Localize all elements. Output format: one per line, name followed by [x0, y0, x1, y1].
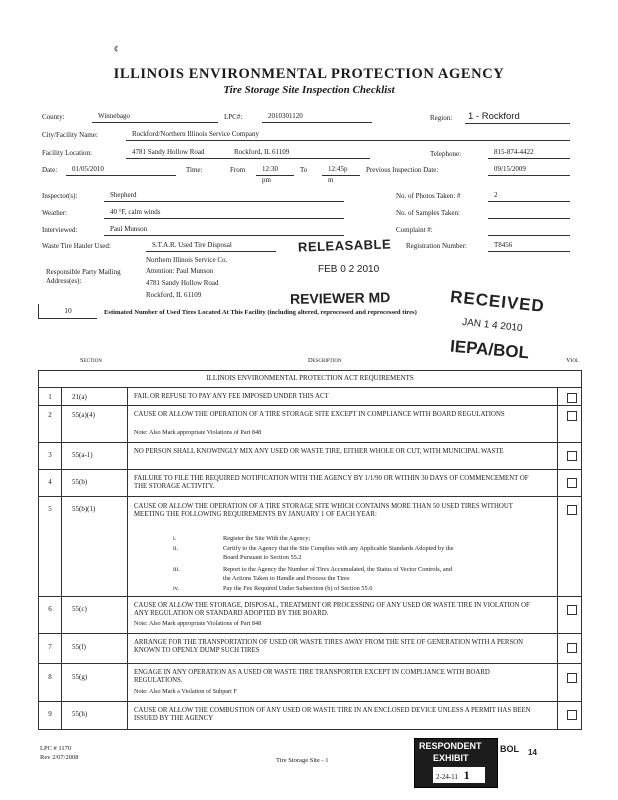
- date-label: Date:: [42, 166, 58, 174]
- county-value: Winnebago: [98, 112, 130, 120]
- table-row: [39, 496, 581, 597]
- to-ampm: m: [328, 176, 334, 184]
- lpc-value: 2010301120: [268, 112, 303, 120]
- sub-item-text: Board Pursuant to Section 55.2: [223, 554, 302, 561]
- row-note: Note: Also Mark appropriate Violations of Part 848: [134, 429, 262, 436]
- violation-checkbox[interactable]: [567, 393, 577, 403]
- exhibit-sub: [433, 767, 485, 783]
- row-number: 8: [48, 673, 52, 681]
- facility-location-value: 4781 Sandy Hollow Road: [132, 148, 205, 156]
- exhibit-number: 1: [463, 768, 470, 782]
- exhibit-title: RESPONDENT: [419, 741, 482, 751]
- row-number: 2: [48, 411, 52, 419]
- responsible-party-line-2: Attention: Paul Munson: [146, 267, 214, 275]
- violation-checkbox[interactable]: [567, 605, 577, 615]
- row-section: 55(h): [72, 710, 88, 718]
- table-row: [39, 405, 581, 443]
- row-section: 55(f): [72, 643, 86, 651]
- interviewed-label: Interviewed:: [42, 226, 78, 234]
- sub-item-text: Certify to the Agency that the Site Complies with any Applicable Standards Adopted by the: [223, 545, 454, 552]
- violation-checkbox[interactable]: [567, 710, 577, 720]
- requirements-table: [38, 370, 582, 730]
- from-ampm: pm: [262, 176, 271, 184]
- row-number: 3: [48, 451, 52, 459]
- region-label: Region:: [430, 114, 453, 122]
- sub-item-number: i.: [173, 535, 177, 542]
- row-number: 5: [48, 505, 52, 513]
- violation-checkbox[interactable]: [567, 478, 577, 488]
- from-value: 12:30: [262, 165, 278, 173]
- row-section: 55(a)(4): [72, 411, 95, 419]
- row-section: 55(b): [72, 478, 88, 486]
- exhibit-mark: BOL: [500, 744, 519, 754]
- inspector-label: Inspector(s):: [42, 192, 78, 200]
- iepa-bol-stamp: IEPA/BOL: [449, 336, 530, 363]
- sub-item-text: Register the Site With the Agency;: [223, 535, 311, 542]
- violation-checkbox[interactable]: [567, 411, 577, 421]
- responsible-party-line-1: Northern Illinois Service Co.: [146, 256, 228, 264]
- row-section: 55(c): [72, 605, 87, 613]
- inspector-value: Shepherd: [110, 191, 137, 199]
- registration-label: Registration Number:: [406, 242, 467, 250]
- releasable-date-stamp: FEB 0 2 2010: [318, 264, 380, 275]
- from-label: From: [230, 166, 246, 174]
- row-description: FAIL OR REFUSE TO PAY ANY FEE IMPOSED UNDER THIS ACT: [134, 393, 329, 400]
- responsible-party-label: Responsible Party Mailing Address(es):: [46, 268, 121, 285]
- facility-name-value: Rockford/Northern Illinois Service Company: [132, 130, 259, 138]
- facility-name-label: City/Facility Name:: [42, 131, 98, 139]
- sub-item-text: Report to the Agency the Number of Tires Accumulated, the Status of Vector Controls, and: [223, 566, 452, 573]
- row-number: 7: [48, 643, 52, 651]
- row-description: ARRANGE FOR THE TRANSPORTATION OF USED OR WASTE TIRES AWAY FROM THE SITE OF GENERATION WITH A PERSON KNOWN TO OPENLY DUMP SUCH TIRES: [134, 639, 524, 654]
- agency-title: ILLINOIS ENVIRONMENTAL PROTECTION AGENCY: [113, 66, 505, 82]
- to-value: 12:45p: [328, 165, 348, 173]
- row-description: ENGAGE IN ANY OPERATION AS A USED OR WASTE TIRE TRANSPORTER EXCEPT IN COMPLIANCE WITH BOARD REGULATIONS.: [134, 669, 490, 684]
- footer-page-label: Tire Storage Site - 1: [276, 757, 329, 764]
- row-number: 6: [48, 605, 52, 613]
- prev-inspection-label: Previous Inspection Date:: [366, 166, 439, 174]
- table-row: [39, 469, 581, 497]
- row-description: CAUSE OR ALLOW THE OPERATION OF A TIRE STORAGE SITE EXCEPT IN COMPLIANCE WITH BOARD REGULATIONS: [134, 411, 505, 418]
- row-section: 55(g): [72, 673, 88, 681]
- county-label: County:: [42, 113, 65, 121]
- row-description: CAUSE OR ALLOW THE COMBUSTION OF ANY USED OR WASTE TIRE IN AN ENCLOSED DEVICE UNLESS A PERMIT HAS BEEN ISSUED BY THE AGENCY: [134, 707, 531, 722]
- photos-label: No. of Photos Taken: #: [396, 192, 461, 200]
- telephone-value: 815-874-4422: [494, 148, 534, 156]
- tires-count: 10: [38, 304, 97, 319]
- row-note: Note: Also Mark a Violation of Subpart F: [134, 688, 237, 695]
- region-value: 1 - Rockford: [468, 111, 520, 122]
- table-heading: ILLINOIS ENVIRONMENTAL PROTECTION ACT REQUIREMENTS: [206, 374, 414, 382]
- photos-value: 2: [494, 191, 498, 199]
- violation-checkbox[interactable]: [567, 643, 577, 653]
- received-stamp: RECEIVED: [449, 287, 546, 316]
- exhibit-stamp: [414, 738, 498, 788]
- weather-label: Weather:: [42, 209, 68, 217]
- sub-item-number: ii.: [173, 545, 179, 552]
- responsible-party-line-3: 4781 Sandy Hollow Road: [146, 279, 219, 287]
- time-label: Time:: [186, 166, 203, 174]
- row-description: NO PERSON SHALL KNOWINGLY MIX ANY USED OR WASTE TIRE, EITHER WHOLE OR CUT, WITH MUNICIPAL WASTE: [134, 448, 504, 455]
- row-section: 21(a): [72, 393, 87, 401]
- interviewed-value: Paul Munson: [110, 225, 148, 233]
- lpc-label: LPC#:: [224, 113, 243, 121]
- prev-inspection-value: 09/15/2009: [494, 165, 526, 173]
- row-number: 9: [48, 710, 52, 718]
- to-label: To: [300, 166, 308, 174]
- reviewer-stamp: REVIEWER MD: [289, 289, 391, 307]
- registration-value: T8456: [494, 241, 513, 249]
- table-row: [39, 387, 581, 406]
- hauler-value: S.T.A.R. Used Tire Disposal: [152, 241, 232, 249]
- sub-item-text: Pay the Fee Required Under Subsection (b) of Section 55.6: [223, 585, 373, 592]
- sub-item-number: iii.: [173, 566, 180, 573]
- footer-form-number: LPC # 1170: [40, 745, 72, 752]
- col-section: Section: [80, 357, 102, 364]
- table-row: [39, 633, 581, 664]
- weather-value: 40 °F, calm winds: [110, 208, 161, 216]
- col-viol: Viol: [566, 357, 580, 364]
- samples-label: No. of Samples Taken:: [396, 209, 460, 217]
- tires-count-label: Estimated Number of Used Tires Located At This Facility (including altered, reprocessed and reprocessed tires): [104, 309, 417, 316]
- row-number: 1: [48, 393, 52, 401]
- responsible-party-line-4: Rockford, IL 61109: [146, 291, 202, 299]
- releasable-stamp: RELEASABLE: [297, 236, 392, 255]
- violation-checkbox[interactable]: [567, 505, 577, 515]
- row-number: 4: [48, 478, 52, 486]
- exhibit-word: EXHIBIT: [433, 753, 469, 763]
- date-value: 01/05/2010: [72, 165, 104, 173]
- row-description: CAUSE OR ALLOW THE OPERATION OF A TIRE STORAGE SITE WHICH CONTAINS MORE THAN 50 USED TIRES WITHOUT MEETING THE FOLLOWING REQUIREMENTS BY JANUARY 1 OF EACH YEAR:: [134, 503, 513, 518]
- row-description: FAILURE TO FILE THE REQUIRED NOTIFICATION WITH THE AGENCY BY 1/1/90 OR WITHIN 30 DAYS OF COMMENCEMENT OF THE STORAGE ACTIVITY.: [134, 475, 529, 490]
- violation-checkbox[interactable]: [567, 451, 577, 461]
- corner-mark: ¢: [114, 44, 119, 54]
- facility-city-value: Rockford, IL 61109: [234, 148, 290, 156]
- row-note: Note: Also Mark appropriate Violations of Part 848: [134, 620, 262, 627]
- row-section: 55(b)(1): [72, 505, 96, 513]
- row-description: CAUSE OR ALLOW THE STORAGE, DISPOSAL, TREATMENT OR PROCESSING OF ANY USED OR WASTE TIRE IN VIOLATION OF ANY REGULATION OR STANDARD ADOPTED BY THE BOARD.: [134, 602, 530, 617]
- col-description: Description: [308, 357, 342, 364]
- row-section: 55(a-1): [72, 451, 93, 459]
- form-title: Tire Storage Site Inspection Checklist: [223, 84, 395, 96]
- received-date-stamp: JAN 1 4 2010: [461, 316, 524, 335]
- footer-revision: Rev 2/07/2008: [40, 754, 79, 761]
- complaint-label: Complaint #:: [396, 226, 433, 234]
- table-row: [39, 442, 581, 470]
- sub-item-number: iv.: [173, 585, 180, 592]
- table-row: [39, 701, 581, 729]
- table-row: [39, 663, 581, 702]
- telephone-label: Telephone:: [430, 150, 461, 158]
- table-row: [39, 596, 581, 634]
- violation-checkbox[interactable]: [567, 673, 577, 683]
- exhibit-sub-text: 2-24-11: [436, 773, 458, 781]
- sub-item-text: the Actions Taken to Handle and Process the Tires: [223, 575, 350, 582]
- facility-location-label: Facility Location:: [42, 149, 92, 157]
- hauler-label: Waste Tire Hauler Used:: [42, 242, 111, 250]
- exhibit-side: 14: [528, 748, 537, 757]
